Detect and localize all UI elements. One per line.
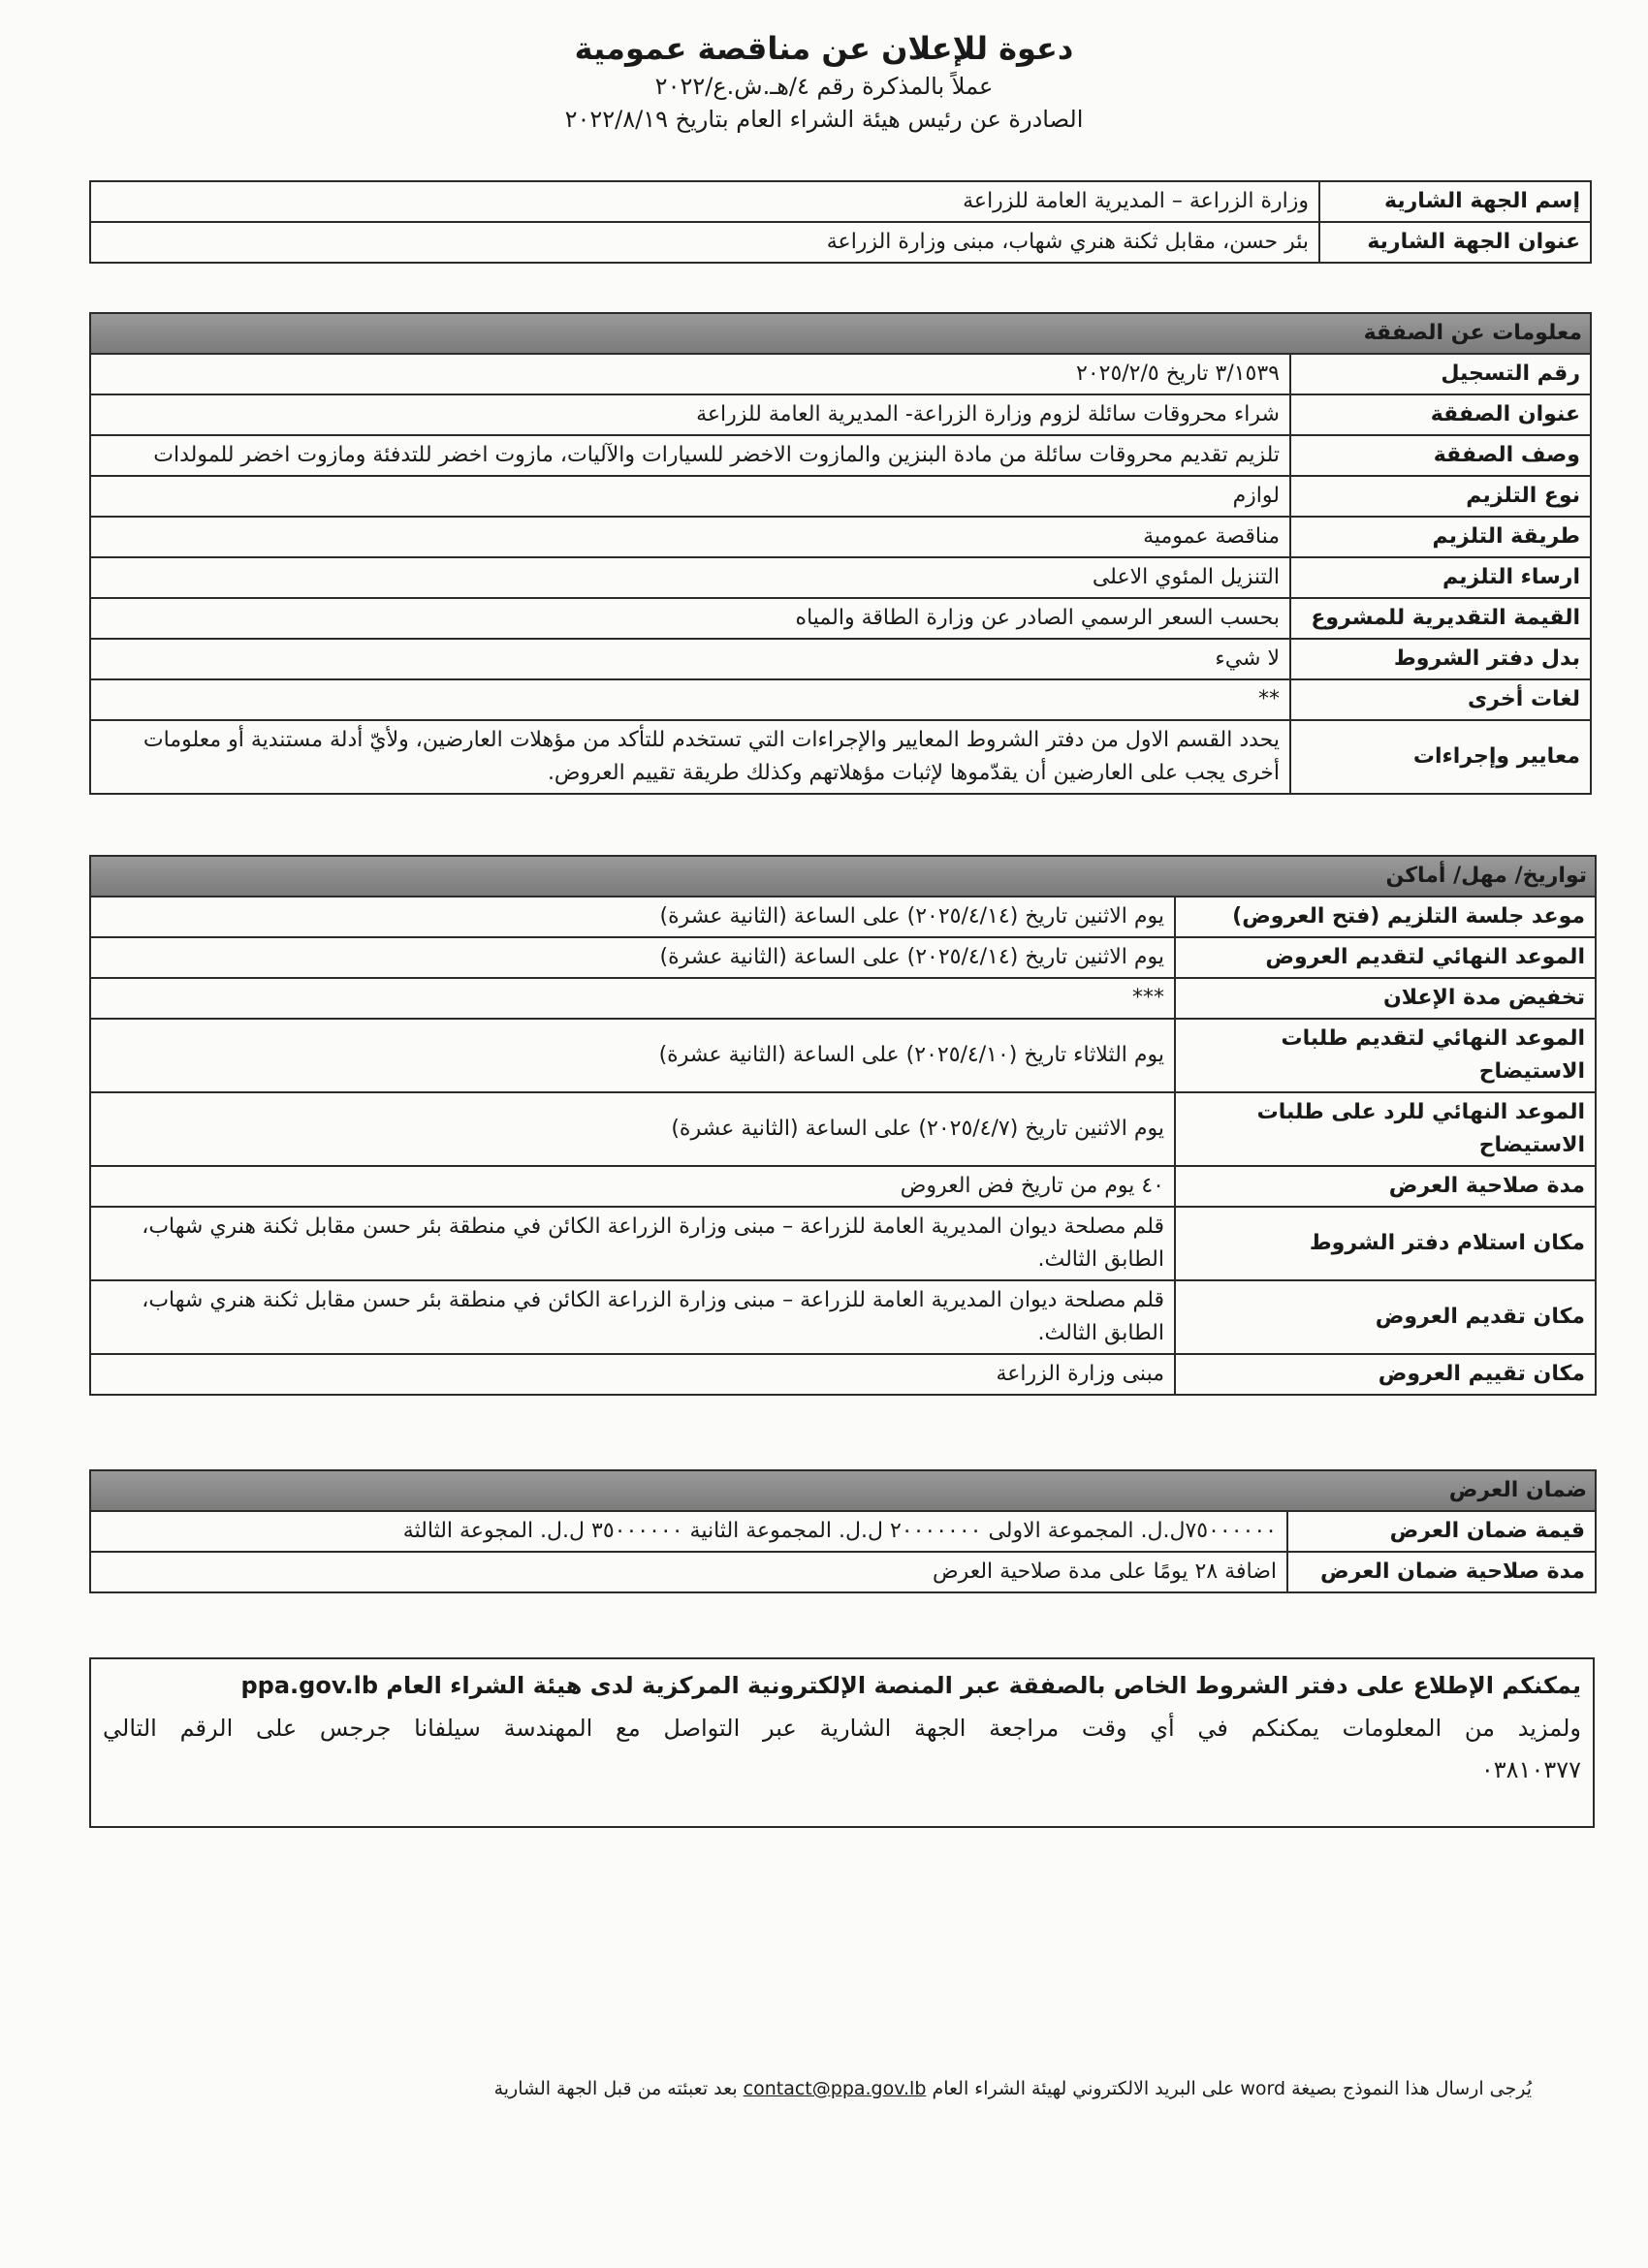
row-label: تخفيض مدة الإعلان — [1175, 978, 1596, 1019]
row-label: نوع التلزيم — [1290, 476, 1591, 517]
entity-table — [89, 180, 1592, 264]
row-label: وصف الصفقة — [1290, 435, 1591, 476]
section-header — [90, 313, 1591, 354]
row-value: شراء محروقات سائلة لزوم وزارة الزراعة- المديرية العامة للزراعة — [90, 394, 1290, 435]
row-value: ٤٠ يوم من تاريخ فض العروض — [90, 1166, 1175, 1207]
row-value: ٧٥٠٠٠٠٠٠ل.ل. المجموعة الاولى ٢٠٠٠٠٠٠٠ ل.ل. المجموعة الثانية ٣٥٠٠٠٠٠٠ ل.ل. المجوعة الثالثة — [90, 1511, 1287, 1552]
row-label: مكان تقديم العروض — [1175, 1280, 1596, 1354]
deal-section-title: معلومات عن الصفقة — [90, 313, 1591, 354]
table-row — [90, 1092, 1596, 1166]
table-row — [90, 1166, 1596, 1207]
table-row — [90, 435, 1591, 476]
row-label: الموعد النهائي للرد على طلبات الاستيضاح — [1175, 1092, 1596, 1166]
table-row — [90, 1552, 1596, 1592]
row-label: رقم التسجيل — [1290, 354, 1591, 394]
table-row — [90, 598, 1591, 639]
row-value: قلم مصلحة ديوان المديرية العامة للزراعة – مبنى وزارة الزراعة الكائن في منطقة بئر حسن مقابل ثكنة هنري شهاب، الطابق الثالث. — [90, 1207, 1175, 1280]
row-value: يوم الاثنين تاريخ (٢٠٢٥/٤/١٤) على الساعة (الثانية عشرة) — [90, 897, 1175, 937]
row-value: ٣/١٥٣٩ تاريخ ٢٠٢٥/٢/٥ — [90, 354, 1290, 394]
entity-name-value: وزارة الزراعة – المديرية العامة للزراعة — [90, 181, 1319, 222]
row-label: معايير وإجراءات — [1290, 720, 1591, 794]
notice-text: يمكنكم الإطلاع على دفتر الشروط الخاص بالصفقة عبر المنصة الإلكترونية المركزية لدى هيئة الشراء العام — [386, 1672, 1581, 1699]
row-value: يوم الاثنين تاريخ (٢٠٢٥/٤/٧) على الساعة (الثانية عشرة) — [90, 1092, 1175, 1166]
notice-line-2: ولمزيد من المعلومات يمكنكم في أي وقت مراجعة الجهة الشارية عبر التواصل مع المهندسة سيلفانا جرجس على الرقم التالي — [103, 1715, 1581, 1742]
row-label: لغات أخرى — [1290, 679, 1591, 720]
table-row — [90, 679, 1591, 720]
dates-table — [89, 855, 1597, 1396]
row-value: لوازم — [90, 476, 1290, 517]
table-row — [90, 1511, 1596, 1552]
row-label: مكان استلام دفتر الشروط — [1175, 1207, 1596, 1280]
table-row — [90, 557, 1591, 598]
row-label: موعد جلسة التلزيم (فتح العروض) — [1175, 897, 1596, 937]
row-label: القيمة التقديرية للمشروع — [1290, 598, 1591, 639]
contact-phone: ٠٣٨١٠٣٧٧ — [1480, 1756, 1581, 1783]
row-value: يحدد القسم الاول من دفتر الشروط المعايير والإجراءات التي تستخدم للتأكد من مؤهلات العارضين، ولأيّ أدلة مستندية أو معلومات أخرى يجب على العارضين أن يقدّموها لإثبات مؤهلاتهم وكذلك طريقة تقييم العروض. — [90, 720, 1290, 794]
section-header — [90, 856, 1596, 897]
table-row — [90, 1207, 1596, 1280]
row-value: قلم مصلحة ديوان المديرية العامة للزراعة – مبنى وزارة الزراعة الكائن في منطقة بئر حسن مقابل ثكنة هنري شهاب، الطابق الثالث. — [90, 1280, 1175, 1354]
row-value: يوم الثلاثاء تاريخ (٢٠٢٥/٤/١٠) على الساعة (الثانية عشرة) — [90, 1019, 1175, 1092]
guarantee-table — [89, 1469, 1597, 1593]
guarantee-section-title: ضمان العرض — [90, 1470, 1596, 1511]
table-row — [90, 1354, 1596, 1395]
row-value: مناقصة عمومية — [90, 517, 1290, 557]
table-row — [90, 394, 1591, 435]
footer-text-start: يُرجى ارسال هذا النموذج بصيغة word على البريد الالكتروني لهيئة الشراء العام — [932, 2078, 1532, 2099]
table-row — [90, 1280, 1596, 1354]
issue-date: الصادرة عن رئيس هيئة الشراء العام بتاريخ ٢٠٢٢/٨/١٩ — [564, 106, 1084, 133]
row-value: بحسب السعر الرسمي الصادر عن وزارة الطاقة والمياه — [90, 598, 1290, 639]
row-label: الموعد النهائي لتقديم العروض — [1175, 937, 1596, 978]
table-row — [90, 181, 1591, 222]
footer-text-end: بعد تعبئته من قبل الجهة الشارية — [493, 2078, 738, 2099]
row-label: مدة صلاحية العرض — [1175, 1166, 1596, 1207]
notice-box — [89, 1657, 1595, 1828]
page-title: دعوة للإعلان عن مناقصة عمومية — [574, 30, 1074, 67]
row-label: قيمة ضمان العرض — [1287, 1511, 1596, 1552]
row-label: ارساء التلزيم — [1290, 557, 1591, 598]
table-row — [90, 354, 1591, 394]
deal-info-table — [89, 312, 1592, 795]
table-row — [90, 222, 1591, 263]
page-header — [0, 27, 1648, 136]
table-row — [90, 937, 1596, 978]
entity-address-value: بئر حسن، مقابل ثكنة هنري شهاب، مبنى وزارة الزراعة — [90, 222, 1319, 263]
row-label: الموعد النهائي لتقديم طلبات الاستيضاح — [1175, 1019, 1596, 1092]
notice-line-1 — [103, 1665, 1581, 1706]
table-row — [90, 897, 1596, 937]
table-row — [90, 1019, 1596, 1092]
table-row — [90, 720, 1591, 794]
row-value: اضافة ٢٨ يومًا على مدة صلاحية العرض — [90, 1552, 1287, 1592]
row-value: يوم الاثنين تاريخ (٢٠٢٥/٤/١٤) على الساعة (الثانية عشرة) — [90, 937, 1175, 978]
table-row — [90, 517, 1591, 557]
table-row — [90, 978, 1596, 1019]
dates-section-title: تواريخ/ مهل/ أماكن — [90, 856, 1596, 897]
row-label: مكان تقييم العروض — [1175, 1354, 1596, 1395]
row-value: مبنى وزارة الزراعة — [90, 1354, 1175, 1395]
row-value: *** — [90, 978, 1175, 1019]
memo-reference: عملاً بالمذكرة رقم ٤/هـ.ش.ع/٢٠٢٢ — [654, 73, 994, 100]
row-value: تلزيم تقديم محروقات سائلة من مادة البنزين والمازوت الاخضر للسيارات والآليات، مازوت اخضر للتدفئة ومازوت اخضر للمولدات — [90, 435, 1290, 476]
ppa-website-link[interactable]: ppa.gov.lb — [240, 1672, 379, 1699]
section-header — [90, 1470, 1596, 1511]
contact-email-link[interactable]: contact@ppa.gov.lb — [743, 2078, 927, 2099]
table-row — [90, 476, 1591, 517]
row-label: طريقة التلزيم — [1290, 517, 1591, 557]
row-value: التنزيل المئوي الاعلى — [90, 557, 1290, 598]
row-label: بدل دفتر الشروط — [1290, 639, 1591, 679]
row-value: لا شيء — [90, 639, 1290, 679]
table-row — [90, 639, 1591, 679]
row-label: عنوان الصفقة — [1290, 394, 1591, 435]
row-value: ** — [90, 679, 1290, 720]
row-label: مدة صلاحية ضمان العرض — [1287, 1552, 1596, 1592]
entity-address-label: عنوان الجهة الشارية — [1319, 222, 1591, 263]
footer-note — [494, 2076, 1532, 2101]
entity-name-label: إسم الجهة الشارية — [1319, 181, 1591, 222]
